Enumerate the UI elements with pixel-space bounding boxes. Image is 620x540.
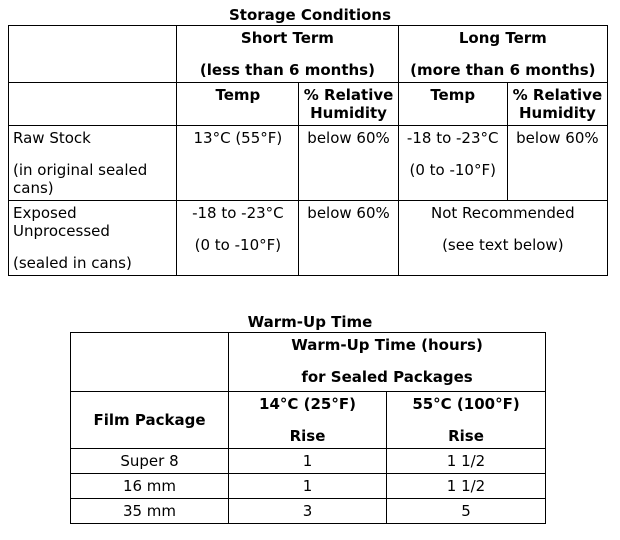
table-row (9, 201, 608, 276)
film-package-header-label: Film Package (93, 411, 206, 429)
storage-header-row-2 (9, 83, 608, 126)
storage-conditions-caption: Storage Conditions (228, 6, 392, 24)
short-humidity-header: % Relative Humidity (299, 83, 398, 126)
short-temp-line1: -18 to -23°C (192, 204, 284, 222)
long-temp-cell (398, 126, 507, 201)
short-term-subtitle: (less than 6 months) (199, 61, 375, 79)
long-humidity-cell: below 60% (507, 126, 607, 201)
col-14c-header (229, 392, 387, 449)
long-term-header (398, 26, 607, 83)
warmup-corner-cell (71, 333, 229, 392)
table-row (9, 126, 608, 201)
package-cell: 35 mm (71, 499, 229, 524)
row-label-raw-stock (9, 126, 177, 201)
package-cell: 16 mm (71, 474, 229, 499)
warm-up-time-table (70, 332, 546, 524)
col-55c-temp: 55°C (100°F) (412, 395, 520, 413)
long-temp-header: Temp (398, 83, 507, 126)
value-cell: 1 1/2 (387, 474, 546, 499)
warm-up-time-caption: Warm-Up Time (247, 313, 373, 331)
short-temp-cell (177, 201, 299, 276)
short-term-header (177, 26, 398, 83)
table-row (71, 449, 546, 474)
not-recommended-text: Not Recommended (430, 204, 575, 222)
row-label-exposed (9, 201, 177, 276)
col-55c-rise: Rise (448, 427, 484, 445)
package-cell: Super 8 (71, 449, 229, 474)
short-temp-cell: 13°C (55°F) (177, 126, 299, 201)
short-term-title: Short Term (240, 29, 334, 47)
col-14c-temp: 14°C (25°F) (259, 395, 356, 413)
row-label-line1: Raw Stock (13, 129, 91, 147)
storage-conditions-table (8, 25, 608, 276)
value-cell: 1 (229, 449, 387, 474)
short-temp-line2: (0 to -10°F) (194, 236, 282, 254)
warmup-group-header (229, 333, 546, 392)
long-term-subtitle: (more than 6 months) (410, 61, 596, 79)
warmup-header-row-2 (71, 392, 546, 449)
storage-corner-cell (9, 26, 177, 83)
long-term-title: Long Term (458, 29, 547, 47)
short-humidity-cell: below 60% (299, 126, 398, 201)
col-14c-rise: Rise (289, 427, 326, 445)
long-temp-line1: -18 to -23°C (406, 129, 499, 147)
col-55c-header (387, 392, 546, 449)
storage-corner-cell-2 (9, 83, 177, 126)
short-humidity-cell: below 60% (299, 201, 398, 276)
film-package-header (71, 392, 229, 449)
short-temp-header: Temp (177, 83, 299, 126)
value-cell: 5 (387, 499, 546, 524)
table-row (71, 499, 546, 524)
warmup-header-row-1 (71, 333, 546, 392)
warmup-group-subtitle: for Sealed Packages (301, 368, 473, 386)
value-cell: 1 1/2 (387, 449, 546, 474)
long-humidity-header: % Relative Humidity (507, 83, 607, 126)
row-label-line2: (sealed in cans) (13, 254, 132, 272)
row-label-line2: (in original sealed cans) (13, 161, 148, 197)
table-row (71, 474, 546, 499)
warmup-group-title: Warm-Up Time (hours) (291, 336, 483, 354)
see-text-below: (see text below) (442, 236, 564, 254)
storage-header-row-1 (9, 26, 608, 83)
long-term-not-recommended-cell (398, 201, 607, 276)
value-cell: 3 (229, 499, 387, 524)
value-cell: 1 (229, 474, 387, 499)
long-temp-line2: (0 to -10°F) (409, 161, 496, 179)
row-label-line1: Exposed Unprocessed (13, 204, 110, 240)
